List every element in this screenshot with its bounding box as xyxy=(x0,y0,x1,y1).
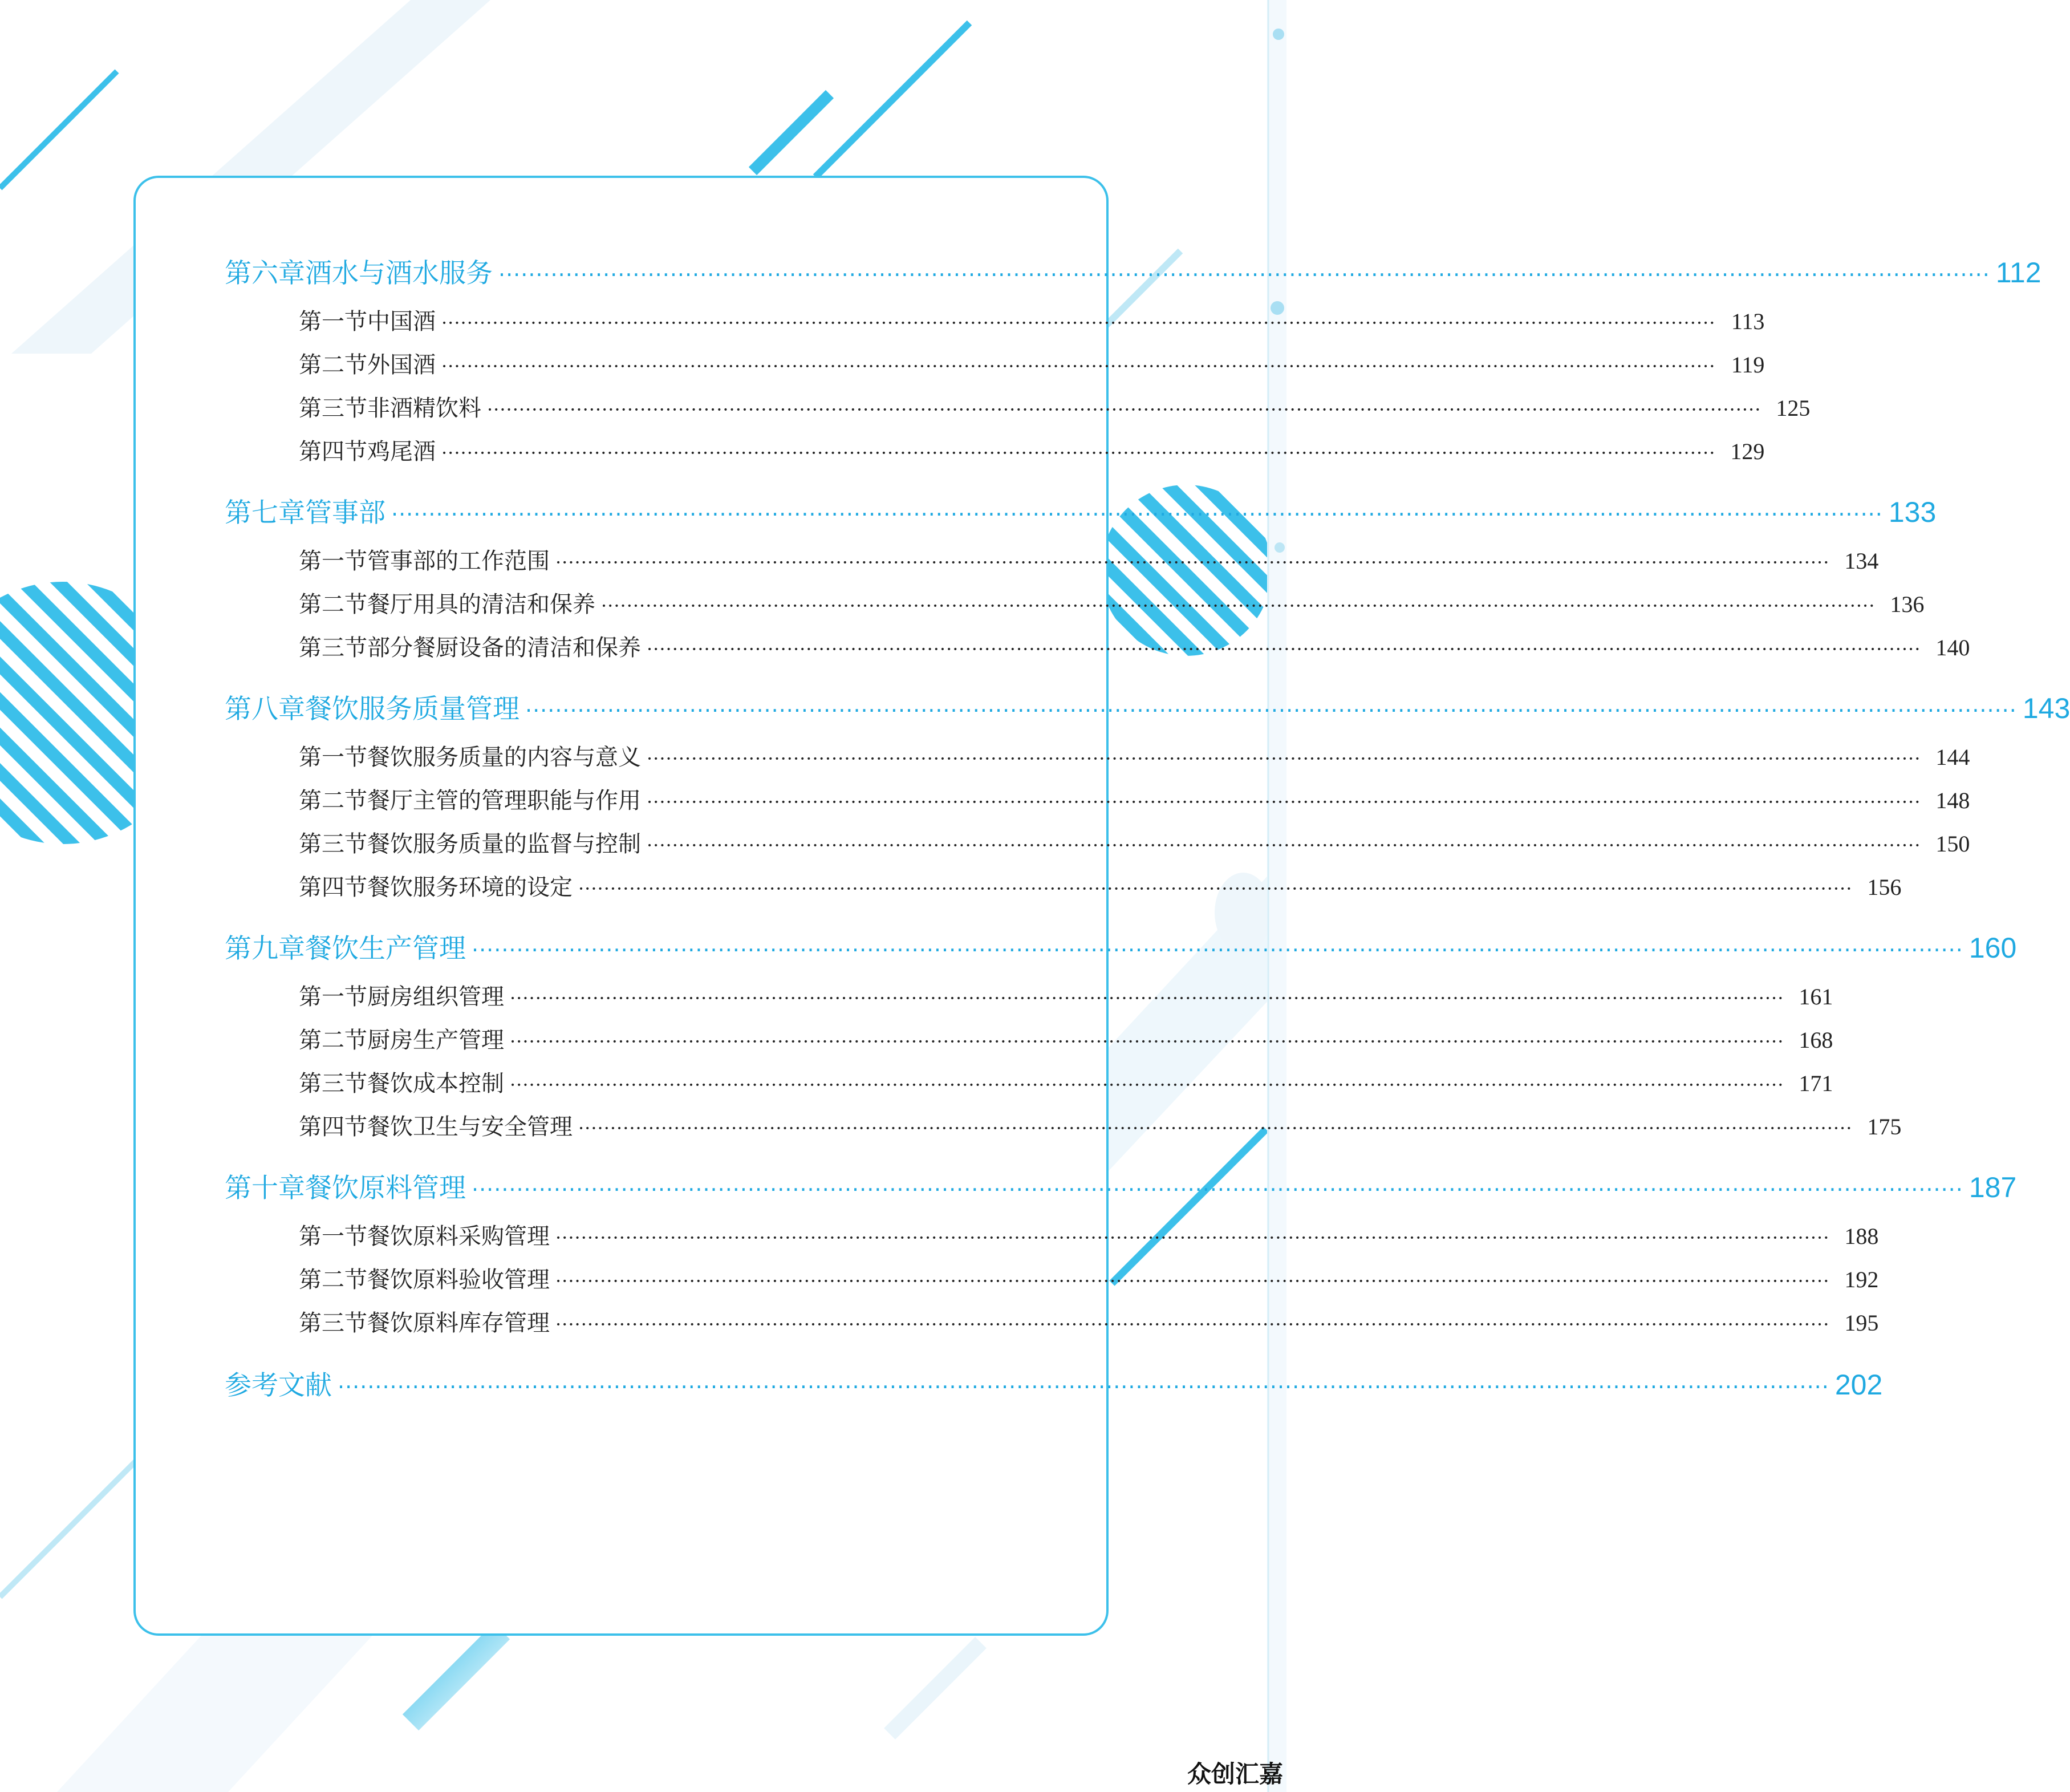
dot-leader: ········································································································································································································ xyxy=(647,791,1921,813)
section-number: 第三节 xyxy=(299,831,367,857)
chapter-number: 第十章 xyxy=(225,1173,305,1204)
section-number: 第三节 xyxy=(299,1071,367,1097)
toc-section-row[interactable] xyxy=(299,1262,1879,1294)
page-number: 171 xyxy=(1799,1071,1833,1096)
chapter-number: 第七章 xyxy=(225,497,305,529)
dot-leader: ········································································································································································································ xyxy=(498,262,1990,287)
toc-panel xyxy=(133,176,2070,1636)
section-number: 第三节 xyxy=(299,1310,367,1336)
toc-section-row[interactable] xyxy=(299,979,1833,1011)
page-number: 136 xyxy=(1890,591,1925,617)
section-title: 餐饮原料库存管理 xyxy=(367,1310,550,1336)
dot-leader: ········································································································································································································ xyxy=(510,1031,1784,1052)
section-number: 第一节 xyxy=(299,548,367,574)
toc-section-row[interactable] xyxy=(299,783,1970,815)
section-number: 第四节 xyxy=(299,1114,367,1140)
section-title: 鸡尾酒 xyxy=(367,439,436,465)
section-title: 餐厅主管的管理职能与作用 xyxy=(367,788,641,814)
chapter-title: 酒水与酒水服务 xyxy=(305,258,493,289)
section-title: 非酒精饮料 xyxy=(367,395,481,421)
chapter-title: 管事部 xyxy=(305,497,385,529)
page-number: 150 xyxy=(1935,831,1970,857)
dot-leader: ········································································································································································································ xyxy=(441,442,1716,464)
page-number: 160 xyxy=(1968,932,2017,964)
dot-leader: ········································································································································································································ xyxy=(487,399,1761,420)
page-number: 202 xyxy=(1834,1369,1883,1401)
section-number: 第二节 xyxy=(299,1267,367,1293)
section-number: 第四节 xyxy=(299,439,367,465)
toc-section-row[interactable] xyxy=(299,303,1765,336)
section-title: 厨房生产管理 xyxy=(367,1027,504,1053)
page-number: 148 xyxy=(1935,788,1970,813)
dot-leader: ········································································································································································································ xyxy=(578,1117,1853,1139)
section-number: 第二节 xyxy=(299,788,367,814)
section-number: 第四节 xyxy=(299,874,367,901)
dot-leader: ········································································································································································································ xyxy=(441,355,1716,377)
table-of-contents xyxy=(136,178,2070,1633)
dot-leader: ········································································································································································································ xyxy=(647,638,1921,660)
toc-section-row[interactable] xyxy=(299,433,1765,466)
section-number: 第一节 xyxy=(299,984,367,1010)
section-title: 外国酒 xyxy=(367,352,436,378)
section-title: 餐厅用具的清洁和保养 xyxy=(367,591,595,618)
dot-leader: ········································································································································································································ xyxy=(555,552,1830,573)
chapter-title: 餐饮原料管理 xyxy=(305,1173,466,1204)
dot-leader: ········································································································································································································ xyxy=(441,312,1716,334)
toc-section-row[interactable] xyxy=(299,826,1970,858)
section-number: 第一节 xyxy=(299,1223,367,1250)
page-number: 143 xyxy=(2022,692,2070,724)
section-title: 中国酒 xyxy=(367,309,436,335)
section-title: 管事部的工作范围 xyxy=(367,548,550,574)
dot-leader: ········································································································································································································ xyxy=(338,1375,1829,1400)
dot-leader: ········································································································································································································ xyxy=(555,1270,1830,1292)
toc-section-row[interactable] xyxy=(299,1109,1902,1141)
page-number: 125 xyxy=(1776,395,1811,421)
page-number: 187 xyxy=(1968,1171,2017,1203)
dot-leader: ········································································································································································································ xyxy=(391,502,1883,527)
section-number: 第三节 xyxy=(299,395,367,421)
toc-chapter-row[interactable] xyxy=(225,1364,1883,1402)
dot-leader: ········································································································································································································ xyxy=(647,748,1921,769)
page-number: 112 xyxy=(1995,257,2041,289)
toc-section-row[interactable] xyxy=(299,1218,1879,1251)
page-number: 156 xyxy=(1867,874,1902,900)
toc-chapter-row[interactable] xyxy=(225,688,2070,726)
toc-chapter-row[interactable] xyxy=(225,927,2017,966)
toc-chapter-row[interactable] xyxy=(225,1167,2017,1205)
toc-section-row[interactable] xyxy=(299,586,1925,619)
watermark-text: 众创汇嘉 xyxy=(1187,1760,1283,1788)
toc-section-row[interactable] xyxy=(299,1065,1833,1098)
chapter-number: 第九章 xyxy=(225,933,305,964)
dot-leader: ········································································································································································································ xyxy=(647,834,1921,856)
section-title: 餐饮服务质量的内容与意义 xyxy=(367,744,641,771)
dot-leader: ········································································································································································································ xyxy=(525,698,2017,723)
page-number: 113 xyxy=(1731,309,1765,334)
toc-section-row[interactable] xyxy=(299,1022,1833,1055)
section-number: 第二节 xyxy=(299,591,367,618)
page-number: 133 xyxy=(1888,496,1937,528)
page-number: 195 xyxy=(1844,1310,1879,1336)
page-number: 161 xyxy=(1799,984,1833,1009)
section-number: 第一节 xyxy=(299,744,367,771)
toc-section-row[interactable] xyxy=(299,630,1970,662)
dot-leader: ········································································································································································································ xyxy=(472,938,1963,963)
dot-leader: ········································································································································································································ xyxy=(601,595,1876,617)
page-number: 175 xyxy=(1867,1114,1902,1140)
toc-chapter-row[interactable] xyxy=(225,252,2041,290)
toc-section-row[interactable] xyxy=(299,739,1970,772)
page-number: 168 xyxy=(1799,1027,1833,1053)
toc-section-row[interactable] xyxy=(299,869,1902,902)
dot-leader: ········································································································································································································ xyxy=(578,878,1853,899)
dot-leader: ········································································································································································································ xyxy=(510,987,1784,1009)
section-title: 厨房组织管理 xyxy=(367,984,504,1010)
page-number: 144 xyxy=(1935,744,1970,770)
page-number: 140 xyxy=(1935,635,1970,660)
toc-section-row[interactable] xyxy=(299,543,1879,575)
section-number: 第二节 xyxy=(299,1027,367,1053)
page-number: 119 xyxy=(1731,352,1765,378)
chapter-title: 餐饮服务质量管理 xyxy=(305,694,519,725)
toc-section-row[interactable] xyxy=(299,390,1811,423)
chapter-title: 餐饮生产管理 xyxy=(305,933,466,964)
chapter-title: 参考文献 xyxy=(225,1370,332,1401)
toc-section-row[interactable] xyxy=(299,1305,1879,1337)
dot-leader: ········································································································································································································ xyxy=(510,1074,1784,1096)
section-title: 餐饮原料验收管理 xyxy=(367,1267,550,1293)
page-number: 188 xyxy=(1844,1223,1879,1249)
dot-leader: ········································································································································································································ xyxy=(555,1227,1830,1248)
page-number: 192 xyxy=(1844,1267,1879,1292)
dot-leader: ········································································································································································································ xyxy=(472,1177,1963,1202)
section-title: 餐饮服务质量的监督与控制 xyxy=(367,831,641,857)
section-title: 餐饮卫生与安全管理 xyxy=(367,1114,573,1140)
section-title: 部分餐厨设备的清洁和保养 xyxy=(367,635,641,661)
section-title: 餐饮成本控制 xyxy=(367,1071,504,1097)
section-number: 第三节 xyxy=(299,635,367,661)
page-number: 129 xyxy=(1730,439,1765,464)
page-number: 134 xyxy=(1844,548,1879,574)
section-number: 第一节 xyxy=(299,309,367,335)
chapter-number: 第八章 xyxy=(225,694,305,725)
toc-section-row[interactable] xyxy=(299,347,1765,379)
section-title: 餐饮服务环境的设定 xyxy=(367,874,573,901)
section-title: 餐饮原料采购管理 xyxy=(367,1223,550,1250)
toc-chapter-row[interactable] xyxy=(225,492,1937,530)
dot-leader: ········································································································································································································ xyxy=(555,1313,1830,1335)
chapter-number: 第六章 xyxy=(225,258,305,289)
section-number: 第二节 xyxy=(299,352,367,378)
